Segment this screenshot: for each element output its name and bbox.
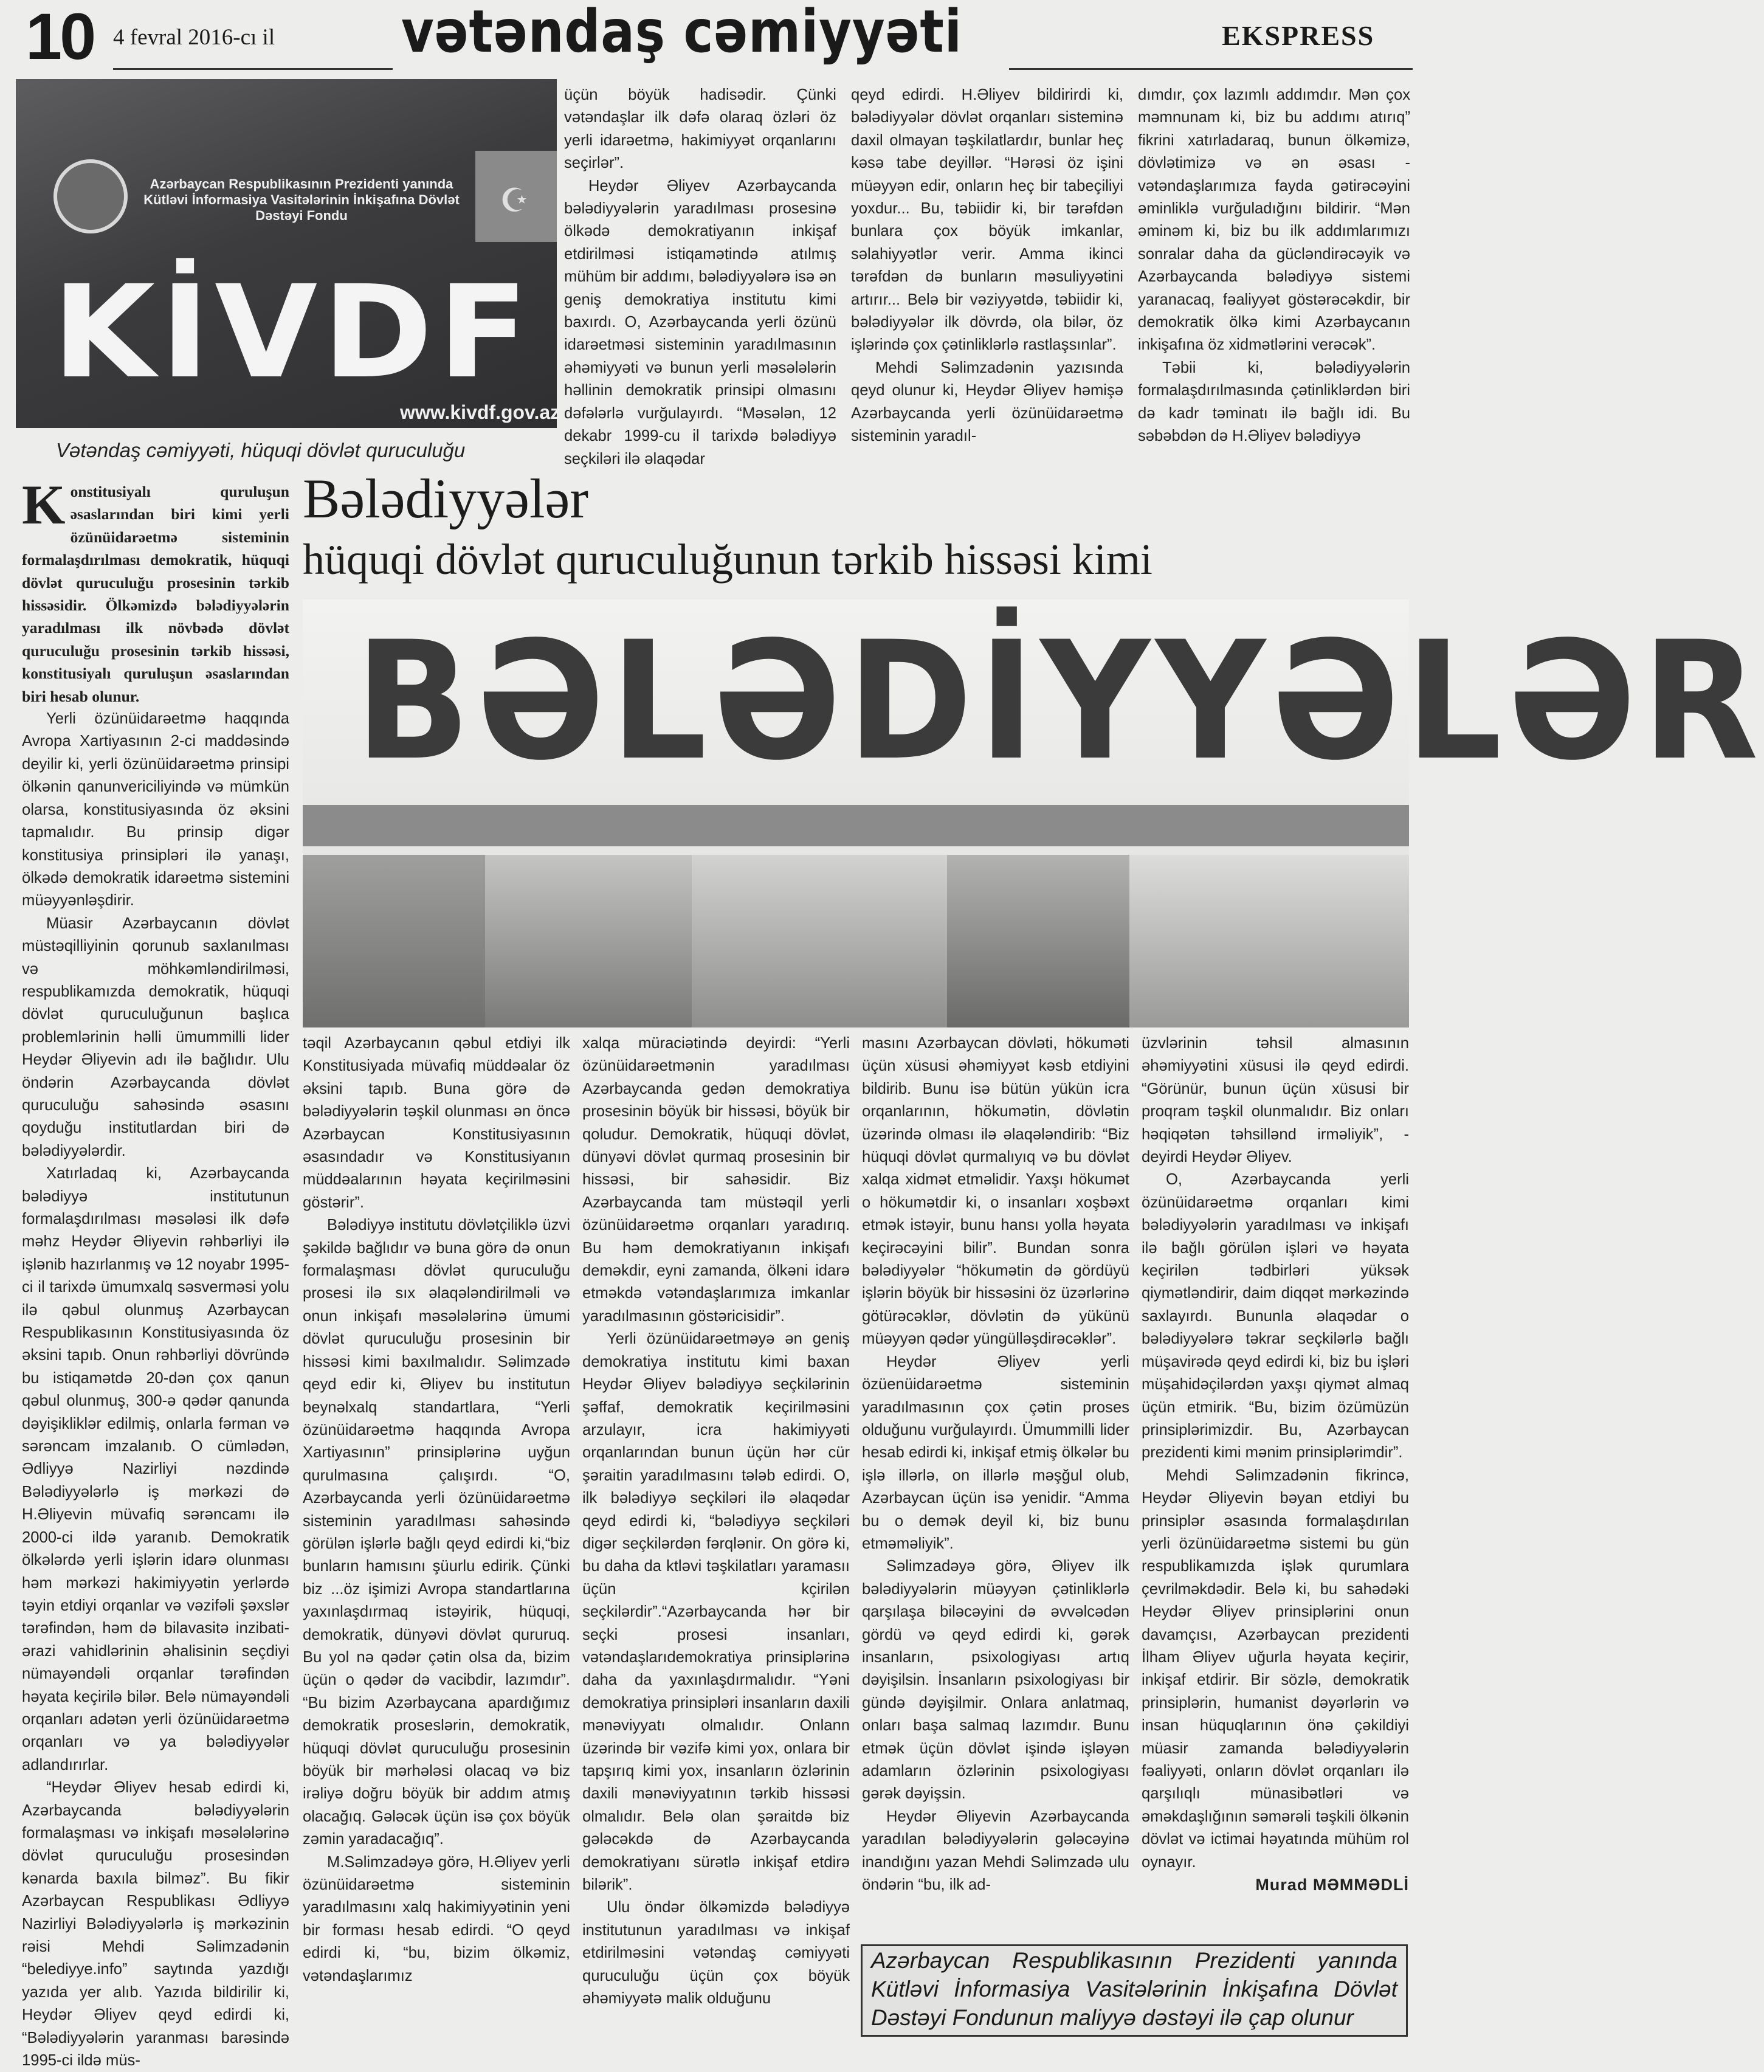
paragraph: Heydər Əliyevin Azərbaycanda yaradılan bələdiyyələrin gələcəyinə inandığını yazan Mehdi Səlimzadə ulu öndərin “bu, ilk ad- (862, 1808, 1129, 1894)
paragraph: Ulu öndər ölkəmizdə bələdiyyə institutunun yaradılması və inkişaf etdirilməsini vətəndaş cəmiyyəti quruculuğu üçün çox böyük əhəmiyyətə malik olduğunu (582, 1899, 850, 2008)
kivdf-url: www.kivdf.gov.az (400, 401, 560, 423)
newspaper-name: EKSPRESS (1222, 20, 1375, 51)
photo-tile (1129, 855, 1409, 1027)
photo-tile (692, 855, 947, 1027)
paragraph: dımdır, çox lazımlı addımdır. Mən çox məmnunam ki, biz bu addımı atırıq” fikrini xatırladaraq, bunun ölkəmizə, dövlətimizə və ən əsası - vətəndaşlarımıza fayda gətirəcəyini əminliklə vurğuladığını bildirir. “Mən əminəm ki, biz bu ilk addımlarımızı sonralar daha da gücləndirəcəyik və Azərbaycanda bələdiyyə sistemi yaranacaq, fəaliyyət göstərəcəkdir, bir demokratik ölkə kimi Azərbaycanın inkişafına öz xidmətlərini verəcək”. (1138, 86, 1410, 354)
article-column-1 (22, 474, 289, 2072)
paragraph: M.Səlimzadəyə görə, H.Əliyev yerli özünüidarəetmə sisteminin yaradılmasını xalq hakimiyyətinin yeni bir forması hesab edirdi. “O qeyd edirdi ki, “bu, bizim ölkəmiz, vətəndaşlarımız (303, 1853, 570, 1984)
headline-main: Bələdiyyələr (303, 468, 589, 530)
paragraph: “Heydər Əliyev hesab edirdi ki, Azərbaycanda bələdiyyələrin formalaşması və inkişafı məsələlərinə dövlət quruculuğu prosesindən kənarda baxıla bilməz”. Bu fikir Azərbaycan Respublikası Ədliyyə Nazirliyi Bələdiyyələrlə iş mərkəzinin rəisi Mehdi Səlimzadənin “belediyye.info” saytında yazdığı yazıda yer alıb. Yazıda bildirilir ki, Heydər Əliyev qeyd edirdi ki, “Bələdiyyələrin yaranması barəsində 1995-ci ildə müs- (22, 1779, 289, 2070)
paragraph: masını Azərbaycan dövləti, hökuməti üçün xüsusi əhəmiyyət kəsb etdiyini bildirib. Bunu isə bütün yükün icra orqanlarının, hökumətin, dövlətin üzərində olması ilə əlaqələndirib: “Biz hüquqi dövlət qurmalıyıq və bu dövlət xalqa xidmət etməlidir. Yaxşı hökumət o hökumətdir ki, o insanları xoşbəxt etmək istəyir, bunu hansı yolla həyata keçirəcəyini bilir”. Bundan sonra bələdiyyələr “hökumətin də gördüyü işlərin böyük bir hissəsini öz üzərlərinə götürəcəklər, dövlətin də yükünü müəyyən qədər yüngülləşdirəcəklər”. (862, 1035, 1129, 1348)
drop-cap: K (22, 474, 66, 536)
state-emblem-icon (53, 159, 128, 233)
article-column-4-bottom (862, 1032, 1129, 1896)
kivdf-logo-text: KİVDF (52, 258, 534, 407)
paragraph: Müasir Azərbaycanın dövlət müstəqilliyinin qorunub saxlanılması və möhkəmləndirilməsi, respublikamızda demokratik, hüquqi dövlət quruculuğunun başlıca problemlərinin həlli ümummilli lider Heydər Əliyevin adı ilə bağlıdır. Ulu öndərin Azərbaycanda dövlət quruculuğu sahəsində əsasını qoyduğu institutlardan biri də bələdiyyələrdir. (22, 914, 289, 1159)
paragraph: Heydər Əliyev Azərbaycanda bələdiyyələrin yaradılması prosesinə ölkədə demokratiyanın inkişaf etdirilməsi istiqamətində atılmış mühüm bir addımı, bələdiyyələrə isə ən geniş demokratiya institutu kimi baxırdı. O, Azərbaycanda yerli özünü idarəetməsi sisteminin yaradılmasının əhəmiyyəti və bunun yerli məsələlərin həllinin demokratik prinsipi olmasını dəfələrlə vurğulayırdı. “Məsələn, 12 dekabr 1999-cu il tarixdə bələdiyyə seçkiləri ilə əlaqədar (564, 177, 836, 468)
paragraph: üzvlərinin təhsil almasının əhəmiyyətini xüsusi ilə qeyd edirdi. “Görünür, bunun üçün xüsusi bir proqram təşkil olunmalıdır. Biz onları həqiqətən təhsillənd irməliyik”, - deyirdi Heydər Əliyev. (1142, 1035, 1409, 1166)
photo-tile (303, 855, 485, 1027)
headline-sub: hüquqi dövlət quruculuğunun tərkib hissəsi kimi (303, 535, 1152, 584)
paragraph: xalqa müraciətində deyirdi: “Yerli özünüidarəetmənin yaradılması Azərbaycanda gedən demokratiya prosesinin böyük bir hissəsi, böyük bir qoludur. Demokratik, hüquqi dövlət, dünyəvi dövlət qurmaq prosesinin bir hissəsi, bir sahəsidir. Biz Azərbaycanda tam müstəqil yerli özünüidarəetmə orqanları yaradırıq. Bu həm demokratiyanın inkişafı deməkdir, eyni zamanda, ölkəni idarə etməkdə vətəndaşlarımıza imkanlar yaradılmasının göstəricisidir”. (582, 1035, 850, 1325)
paragraph: qeyd edirdi. H.Əliyev bildirirdi ki, bələdiyyələr dövlət orqanları sisteminə daxil olmayan təşkilatlardır, bunlar heç kəsə tabe deyillər. “Hərəsi öz işini müəyyən edir, onların heç bir tabeçiliyi yoxdur... Bu, təbiidir ki, bir tərəfdən bunlara çox böyük imkanlar, səlahiyyətlər verir. Amma ikinci tərəfdən də bunların məsuliyyətini artırır... Belə bir vəziyyətdə, təbiidir ki, bələdiyyələr ilk dövrdə, ola bilər, öz işlərində çox çətinliklərlə rastlaşsınlar”. (851, 86, 1123, 354)
paragraph: Mehdi Səlimzadənin fikrincə, Heydər Əliyevin bəyan etdiyi bu prinsiplər əsasında formalaşdırılan yerli özünüidarəetmə sistemi bu gün respublikamızda işlək qurumlara çevrilməkdədir. Belə ki, bu sahədəki Heydər Əliyev prinsiplərini onun davamçısı, Azərbaycan prezidenti İlham Əliyev uğurla həyata keçirir, inkişaf etdirir. Bir sözlə, demokratik prinsiplərin, humanist dəyərlərin və insan hüquqlarının önə çəkildiyi müasir zamanda bələdiyyələrin fəaliyyəti, onların dövlət orqanları ilə qarşılıqlı münasibətləri və əməkdaşlığının səmərəli təşkili ölkənin dövlət və ictimai həyatında mühüm rol oynayır. (1142, 1466, 1409, 1871)
kivdf-caption: Vətəndaş cəmiyyəti, hüquqi dövlət quruculuğu (56, 439, 466, 461)
photo-stripe (303, 805, 1409, 846)
paragraph: təqil Azərbaycanın qəbul etdiyi ilk Konstitusiyada müvafiq müddəalar öz əksini tapıb. Buna görə də bələdiyyələrin təşkil olunması ən öncə Azərbaycan Konstitusiyasının əsasındadır və Konstitusiyanın müddəalarının həyata keçirilməsini göstərir”. (303, 1035, 570, 1211)
article-column-5-bottom (1142, 1032, 1409, 1896)
publication-date: 4 fevral 2016-cı il (113, 25, 275, 50)
article-author: Murad MƏMMƏDLİ (1255, 1876, 1409, 1894)
paragraph: O, Azərbaycanda yerli özünüidarəetmə orqanları kimi bələdiyyələrin yaradılması və inkişafı ilə bağlı görülən işləri və həyata keçirilən tədbirləri yüksək qiymətləndirir, daim diqqət mərkəzində saxlayırdı. Bununla əlaqədar o bələdiyyələrə təkrar seçkilərlə bağlı müşavirədə qeyd edirdi ki, biz bu işləri müşahidəçilərdən yaxşı qiymət almaq üçün etmirik. “Bu, bizim özümüzün prinsiplərimizdir. Bu, Azərbaycan prezidenti kimi mənim prinsiplərimdir”. (1142, 1171, 1409, 1462)
photo-tile (947, 855, 1129, 1027)
article-column-3-top (851, 84, 1123, 448)
paragraph: Təbii ki, bələdiyyələrin formalaşdırılmasında çətinliklərdən biri də kadr təminatı ilə bağlı idi. Bu səbəbdən də H.Əliyev bələdiyyə (1138, 359, 1410, 445)
article-column-3-bottom (582, 1032, 850, 2010)
article-column-2-top (564, 84, 836, 471)
crescent-star-icon: ☪ (500, 182, 529, 219)
paragraph: Heydər Əliyev yerli özüenüidarəetmə sisteminin yaradılmasının çox çətin proses olduğunu vurğulayırdı. Ümummilli lider hesab edirdi ki, inkişaf etmiş ölkələr bu işlə illərlə, on illərlə məşğul olub, Azərbaycan üçün isə yenidir. “Amma bu o demək deyil ki, biz bunu etməməliyik”. (862, 1353, 1129, 1552)
page-number: 10 (26, 0, 94, 73)
article-column-2-bottom (303, 1032, 570, 1987)
paragraph: üçün böyük hadisədir. Çünki vətəndaşlar ilk dəfə olaraq özləri öz yerli idarəetmə, hakimiyyət orqanlarını seçirlər”. (564, 86, 836, 172)
kivdf-logo-image (16, 79, 560, 428)
paragraph: Bələdiyyə institutu dövlətçiliklə üzvi şəkildə bağlıdır və buna görə də onun formalaşması dövlət quruculuğu prosesi ilə sıx əlaqələndirilməli və onun inkişafı məsələlərinə ümumi dövlət quruculuğu prosesinin bir hissəsi kimi baxılmalıdır. Səlimzadə qeyd edir ki, Əliyev bu institutun beynəlxalq standartlara, “Yerli özünüidarəetmə haqqında Avropa Xartiyasının” prinsiplərinə uyğun qurulmasına çalışırdı. “O, Azərbaycanda yerli özünüidarəetmə sisteminin yaradılması sahəsində görülən işlərlə bağlı qeyd edirdi ki,“biz bunların hamısını şüurlu edirik. Çünki biz ...öz işimizi Avropa standartlarına yaxınlaşdırmaq istəyirik, hüquqi, demokratik, dünyəvi dövlət qururuq. Bu yol nə qədər çətin olsa da, bizim üçün o qədər də vacibdir, lazımdır”. “Bu bizim Azərbaycana apardığımız demokratik proseslərin, demokratik, hüquqi dövlət quruculuğu prosesinin böyük bir mərhələsi olacaq və biz irəliyə doğru böyük bir addım atmış olacağıq. Gələcək üçün isə çox böyük zəmin yaradacağıq”. (303, 1217, 570, 1848)
photo-tile (485, 855, 692, 1027)
paragraph: Mehdi Səlimzadənin yazısında qeyd olunur ki, Heydər Əliyev həmişə Azərbaycanda yerli özünüidarəetmə sisteminin yaradıl- (851, 359, 1123, 445)
beledlyyeler-photo (303, 599, 1764, 1027)
paragraph: Xatırladaq ki, Azərbaycanda bələdiyyə institutunun formalaşdırılması məsələsi ilk dəfə məhz Heydər Əliyevin rəhbərliyi ilə işlənib hazırlanmış və 12 noyabr 1995-ci il tarixdə ümumxalq səsverməsi yolu ilə qəbul olunmuş Azərbaycan Respublikasının Konstitusiyasında öz əksini tapıb. Onun rəhbərliyi dövründə bu istiqamətdə 20-dən çox qanun qəbul olunmuş, 300-ə qədər qanunda dəyişikliklər edilmiş, onlarla fərman və sərəncam imzalanıb. O cümlədən, Ədliyyə Nazirliyi nəzdində Bələdiyyələrlə iş mərkəzi də H.Əliyevin müvafiq sərəncamı ilə 2000-ci ildə yaranıb. Demokratik ölkələrdə yerli işlərin idarə olunması həm mərkəzi hakimiyyətin yerlərdə təyin etdiyi orqanlar və vəzifəli şəxslər tərəfindən, həm də bilavasitə inzibati-ərazi vahidlərinin əhalisinin seçdiyi nümayəndəli orqanlar tərəfindən həyata keçirilə bilər. Belə nümayəndəli orqanları adətən yerli özünüidarəetmə orqanları və ya bələdiyyələr adlandırırlar. (22, 1165, 289, 1773)
paragraph: Səlimzadəyə görə, Əliyev ilk bələdiyyələrin müəyyən çətinliklərlə qarşılaşa biləcəyini də əvvəlcədən gördü və qeyd edirdi ki, gərək insanların, psixologiyası artıq dəyişilsin. İnsanların psixologiyası bir gündə dəyişilmir. Onlara anlatmaq, onları başa salmaq lazımdır. Bunu etmək üçün dövlət işində işləyən adamların özlərinin psixologiyası gərək dəyişsin. (862, 1558, 1129, 1803)
paragraph: Yerli özünüidarəetmə haqqında Avropa Xartiyasının 2-ci maddəsində deyilir ki, yerli özünüidarəetmə prinsipi ölkənin qanunvericiliyində və mümkün olarsa, konstitusiyasında öz əksini tapmalıdır. Bu prinsip digər konstitusiya prinsipləri ilə yanaşı, ölkədə demokratik idarəetmə sistemini müəyyənləşdirir. (22, 710, 289, 910)
funding-credit-box: Azərbaycan Respublikasının Prezidenti yanında Kütləvi İnformasiya Vasitələrinin İnkişafına Dövlət Dəstəyi Fondunun maliyyə dəstəyi ilə çap olunur (861, 1944, 1408, 2037)
article-lead: Konstitusiyalı quruluşun əsaslarından biri kimi yerli özünüidarəetmə sisteminin formalaşdırılması demokratik, hüquqi dövlət quruculuğu prosesinin tərkib hissəsidir. Ölkəmizdə bələdiyyələrin yaradılması ilk növbədə dövlət quruculuğu prosesinin tərkib hissəsi, konstitusiyalı quruluşun əsaslarından biri hesab olunur. (22, 474, 289, 705)
flag-icon (475, 151, 557, 242)
masthead-rule-right (1009, 68, 1413, 70)
masthead-rule-left (113, 68, 393, 70)
photo-banner-text: BƏLƏDİYYƏLƏR (355, 607, 1764, 796)
section-title: vətəndaş cəmiyyəti (401, 0, 962, 66)
paragraph: Yerli özünüidarəetməyə ən geniş demokratiya institutu kimi baxan Heydər Əliyev bələdiyyə seçkilərinin şəffaf, demokratik keçirilməsini arzulayır, icra hakimiyyəti orqanlarından bunun üçün hər cür şəraitin yaradılmasını tələb edirdi. O, ilk bələdiyyə seçkiləri ilə əlaqədar qeyd edirdi ki, “bələdiyyə seçkiləri digər seçkilərdən fərqlənir. On görə ki, bu daha da ktləvi təşkilatları yaramasıı üçün kçirilən seçkilərdir”.“Azərbaycanda hər bir seçki prosesi insanları, vətəndaşlarıdemokratiya prinsiplərinə daha da yaxınlaşdırmalıdır. “Yəni demokratiya prinsipləri insanların daxili mənəviyyatı olmalıdır. Onlann üzərində bir vəzifə kimi yox, onlara bir tapşırıq kimi yox, insanların özlərinin daxili mənəviyyatının tərkib hissəsi olmalıdır. Belə olan şəraitdə biz gələcəkdə də Azərbaycanda demokratiyanı sürətlə inkişaf etdirə bilərik”. (582, 1330, 850, 1894)
article-column-4-top (1138, 84, 1410, 448)
kivdf-org-name: Azərbaycan Respublikasının Prezidenti yanında Kütləvi İnformasiya Vasitələrinin İnkişafına Dövlət Dəstəyi Fondu (143, 176, 460, 223)
